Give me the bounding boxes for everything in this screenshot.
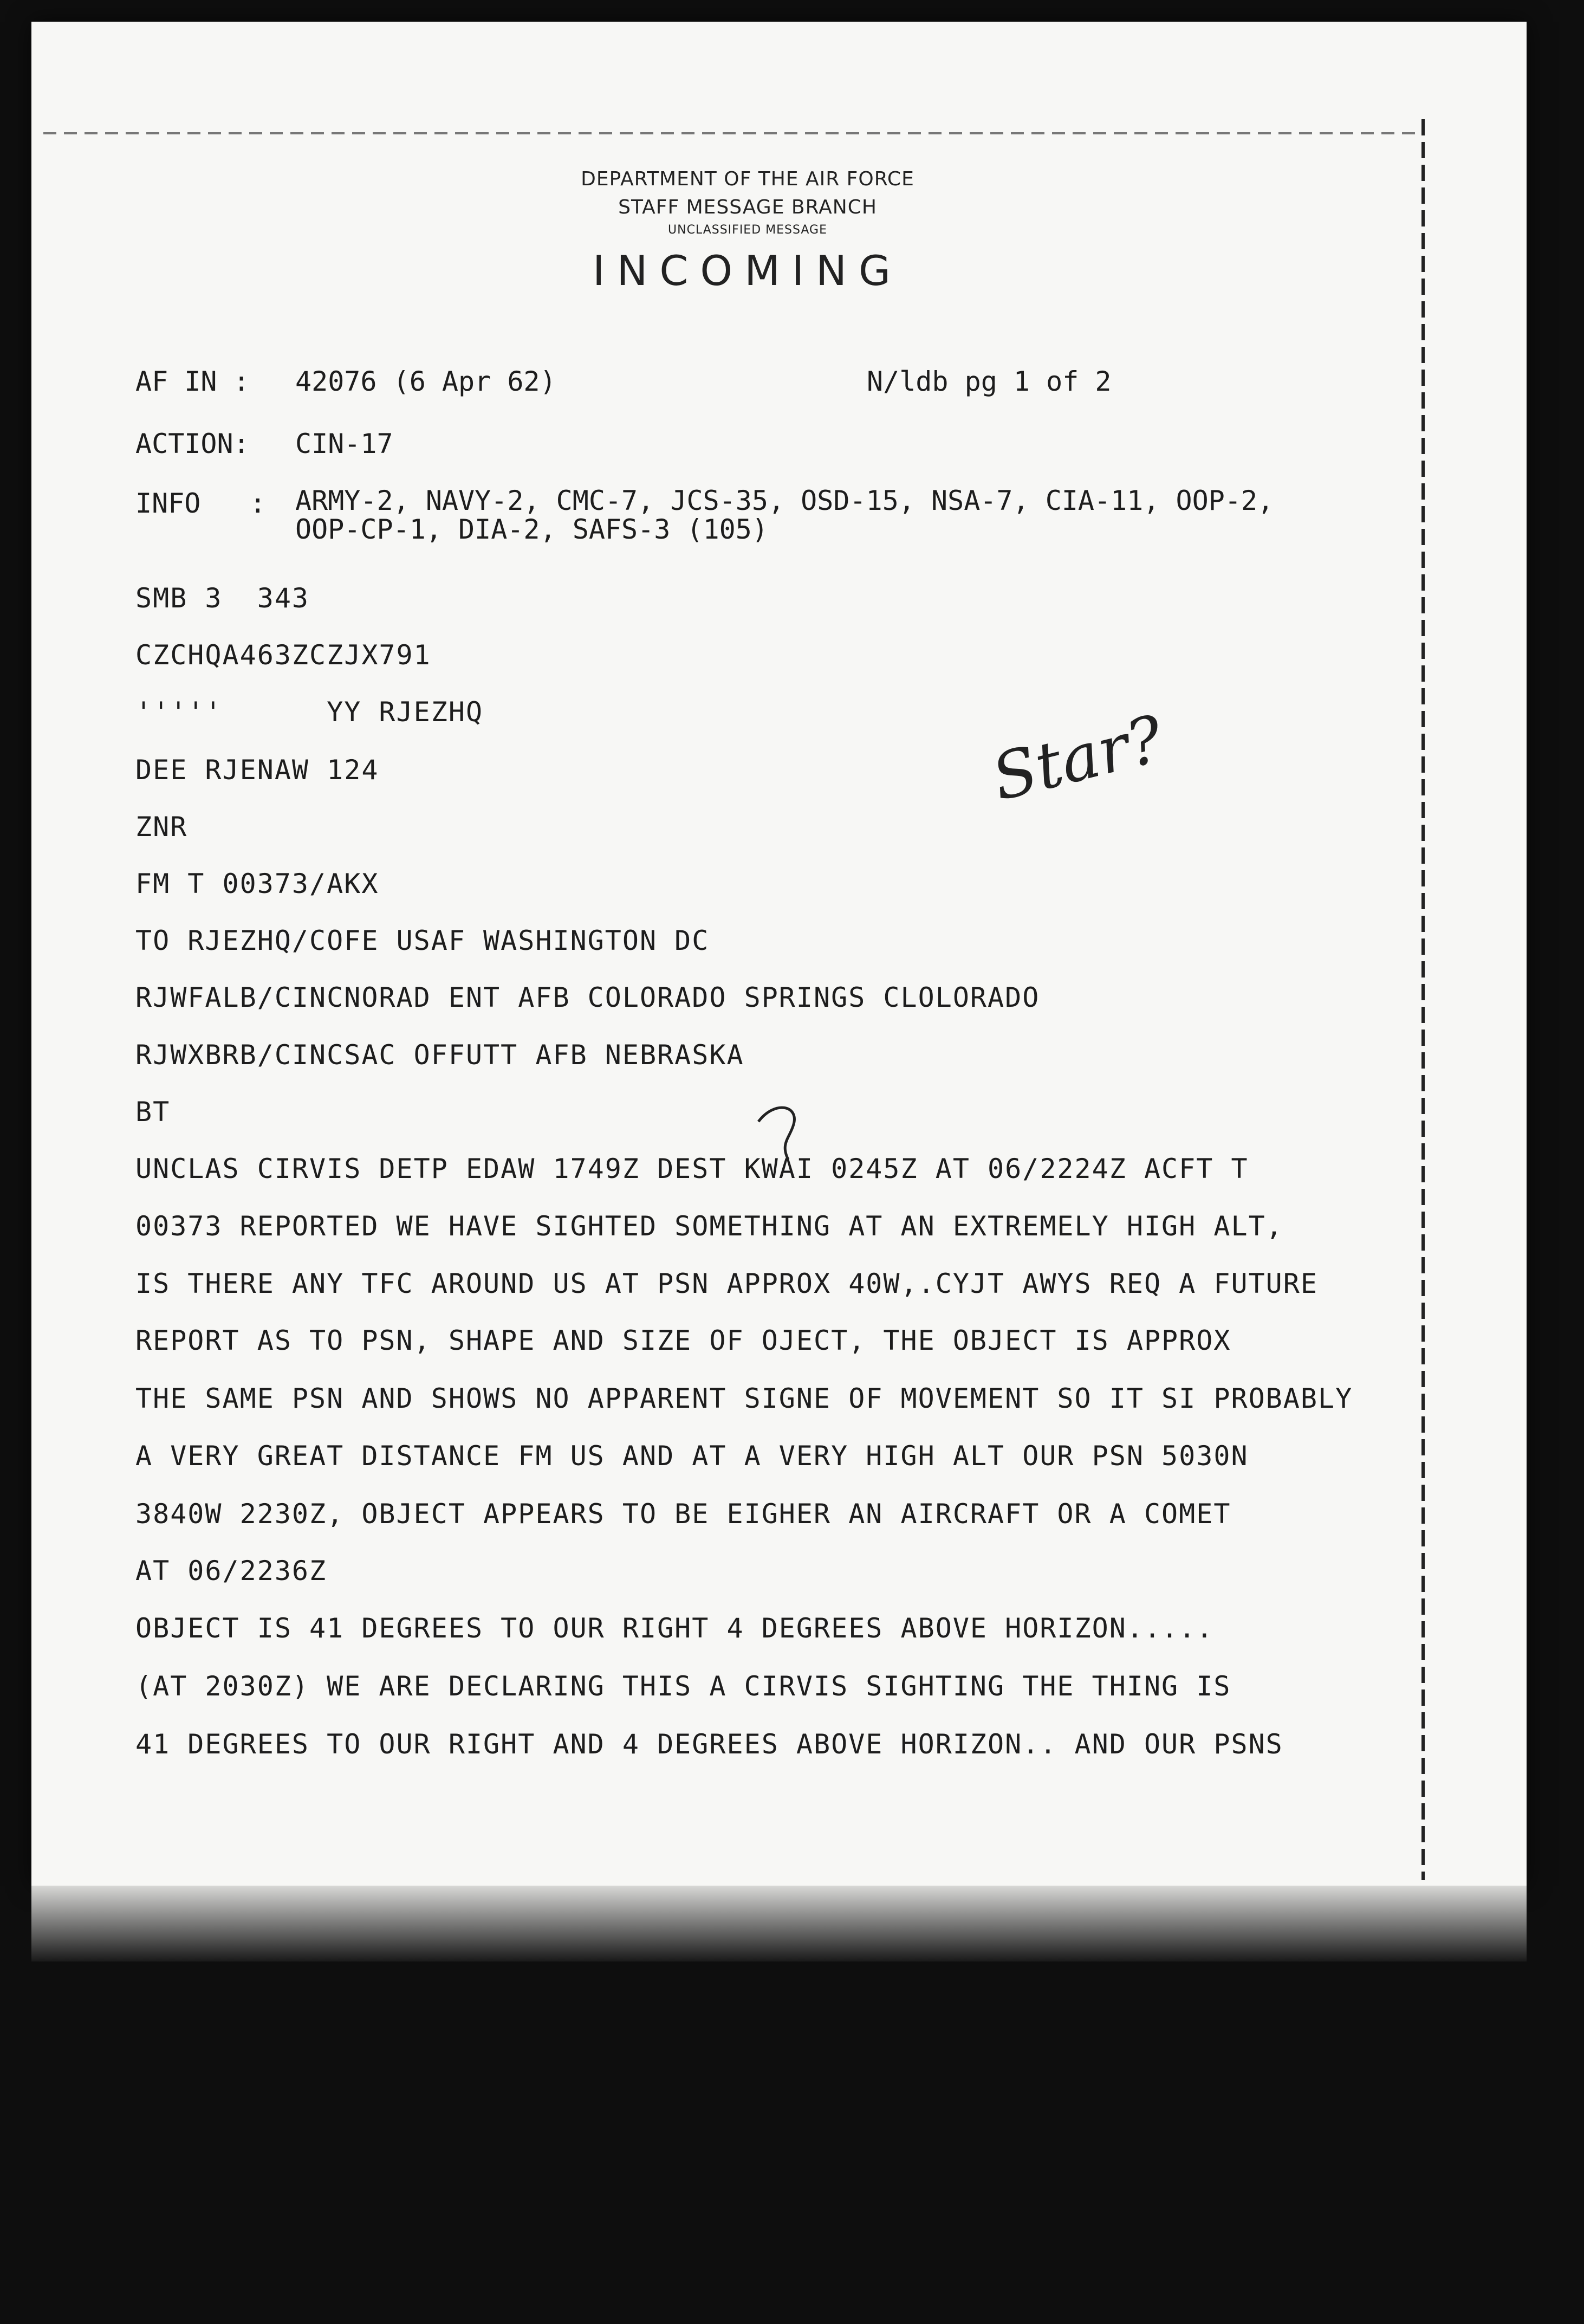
form-edge-line (1421, 119, 1425, 1880)
info-label: INFO : (135, 488, 266, 519)
body-line: A VERY GREAT DISTANCE FM US AND AT A VERY HIGH ALT OUR PSN 5030N (135, 1440, 1249, 1472)
sheet-shadow (31, 1886, 1527, 1962)
info-line-2: OOP-CP-1, DIA-2, SAFS-3 (105) (295, 514, 768, 545)
body-line: 3840W 2230Z, OBJECT APPEARS TO BE EIGHER AN AIRCRAFT OR A COMET (135, 1498, 1231, 1530)
body-line: REPORT AS TO PSN, SHAPE AND SIZE OF OJECT, THE OBJECT IS APPROX (135, 1325, 1231, 1356)
routing-line: TO RJEZHQ/COFE USAF WASHINGTON DC (135, 925, 710, 956)
body-line: 41 DEGREES TO OUR RIGHT AND 4 DEGREES ABOVE HORIZON.. AND OUR PSNS (135, 1729, 1283, 1760)
routing-line: SMB 3 343 (135, 582, 310, 614)
top-rule (43, 132, 1425, 134)
routing-line: BT (135, 1096, 171, 1128)
handwritten-annotation: Star? (985, 701, 1171, 815)
classification-heading: UNCLASSIFIED MESSAGE (668, 223, 827, 237)
routing-line: DEE RJENAW 124 (135, 754, 379, 786)
body-line: 00373 REPORTED WE HAVE SIGHTED SOMETHING AT AN EXTREMELY HIGH ALT, (135, 1210, 1283, 1242)
branch-heading: STAFF MESSAGE BRANCH (618, 196, 877, 218)
body-line: UNCLAS CIRVIS DETP EDAW 1749Z DEST KWAI 0245Z AT 06/2224Z ACFT T (135, 1153, 1249, 1184)
routing-line: ''''' YY RJEZHQ (135, 696, 484, 728)
body-line: THE SAME PSN AND SHOWS NO APPARENT SIGNE OF MOVEMENT SO IT SI PROBABLY (135, 1383, 1353, 1414)
routing-line: FM T 00373/AKX (135, 868, 379, 899)
info-line-1: ARMY-2, NAVY-2, CMC-7, JCS-35, OSD-15, NSA-7, CIA-11, OOP-2, (295, 485, 1274, 516)
handwritten-mark (748, 1100, 823, 1165)
routing-line: CZCHQA463ZCZJX791 (135, 639, 431, 671)
routing-line: RJWXBRB/CINCSAC OFFUTT AFB NEBRASKA (135, 1039, 744, 1071)
action-label: ACTION: (135, 428, 250, 459)
department-heading: DEPARTMENT OF THE AIR FORCE (581, 168, 914, 190)
af-in-value: 42076 (6 Apr 62) (295, 366, 556, 397)
routing-line: ZNR (135, 811, 188, 843)
body-line: IS THERE ANY TFC AROUND US AT PSN APPROX 40W,.CYJT AWYS REQ A FUTURE (135, 1268, 1318, 1299)
routing-line: RJWFALB/CINCNORAD ENT AFB COLORADO SPRINGS CLOLORADO (135, 982, 1040, 1013)
body-line: AT 06/2236Z (135, 1555, 327, 1587)
action-value: CIN-17 (295, 428, 393, 459)
af-in-label: AF IN : (135, 366, 250, 397)
body-line: (AT 2030Z) WE ARE DECLARING THIS A CIRVIS SIGHTING THE THING IS (135, 1671, 1231, 1702)
page-title: INCOMING (593, 247, 903, 295)
body-line: OBJECT IS 41 DEGREES TO OUR RIGHT 4 DEGREES ABOVE HORIZON..... (135, 1613, 1214, 1644)
page-info: N/ldb pg 1 of 2 (867, 366, 1112, 397)
